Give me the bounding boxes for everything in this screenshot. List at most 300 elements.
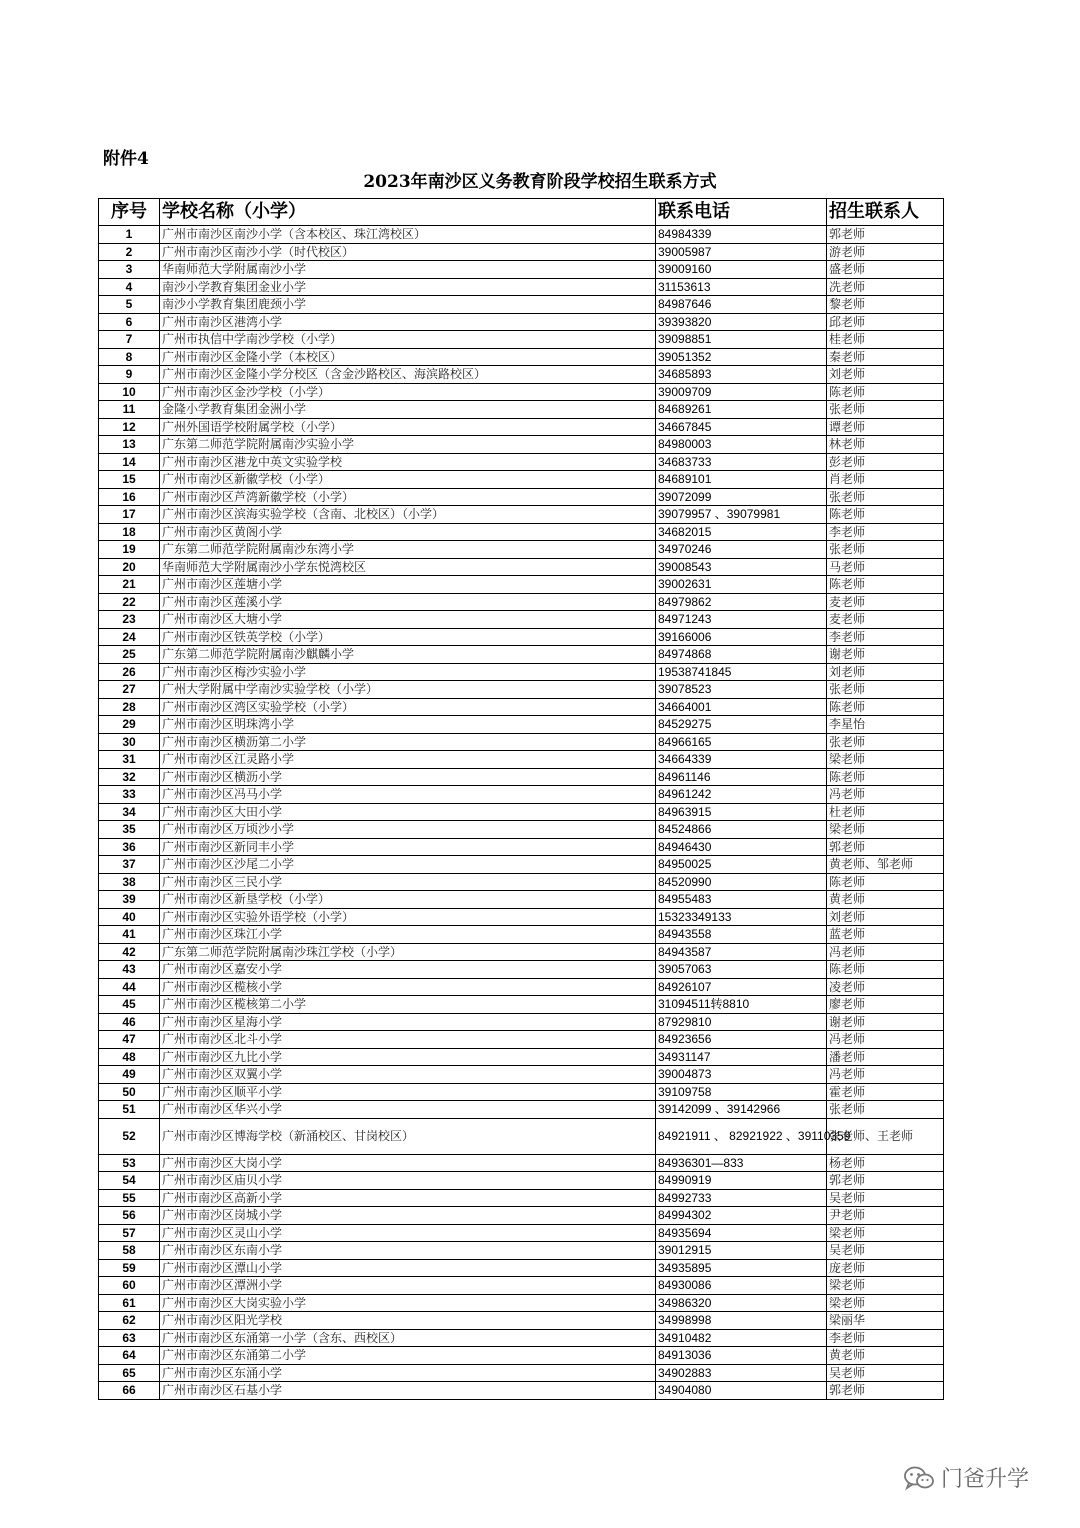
phone-number: 84943587 [656, 943, 827, 961]
phone-number: 84963915 [656, 803, 827, 821]
table-row [99, 453, 944, 471]
school-name: 广州市南沙区顺平小学 [160, 1083, 656, 1101]
watermark-text: 门爸升学 [941, 1467, 1030, 1492]
phone-number: 84992733 [656, 1189, 827, 1207]
row-number: 59 [99, 1259, 160, 1277]
phone-number: 84926107 [656, 978, 827, 996]
table-row [99, 226, 944, 244]
school-name: 广州市南沙区大岗小学 [160, 1154, 656, 1172]
phone-number: 84946430 [656, 838, 827, 856]
table-row [99, 628, 944, 646]
contact-person: 冯老师 [827, 786, 944, 804]
column-header-phone: 联系电话 [656, 199, 827, 226]
phone-number: 39098851 [656, 331, 827, 349]
phone-number: 15323349133 [656, 908, 827, 926]
school-name: 广州市南沙区石基小学 [160, 1382, 656, 1400]
row-number: 1 [99, 226, 160, 244]
school-name: 广州市南沙区横沥第二小学 [160, 733, 656, 751]
column-header-school: 学校名称（小学） [160, 199, 656, 226]
contact-person: 吴老师 [827, 1189, 944, 1207]
school-name: 广州市南沙区东涌小学 [160, 1364, 656, 1382]
school-name: 广州市南沙区潭山小学 [160, 1259, 656, 1277]
table-row [99, 1312, 944, 1330]
row-number: 5 [99, 296, 160, 314]
row-number: 60 [99, 1277, 160, 1295]
contact-person: 陈老师 [827, 576, 944, 594]
phone-number: 39079957 、39079981 [656, 506, 827, 524]
table-row [99, 1189, 944, 1207]
contact-person: 郭老师 [827, 838, 944, 856]
phone-number: 34682015 [656, 523, 827, 541]
table-row [99, 523, 944, 541]
contact-person: 霍老师 [827, 1083, 944, 1101]
phone-number: 34910482 [656, 1329, 827, 1347]
school-name: 广州市南沙区大塘小学 [160, 611, 656, 629]
row-number: 39 [99, 891, 160, 909]
school-name: 广州市南沙区港湾小学 [160, 313, 656, 331]
contact-person: 陈老师 [827, 873, 944, 891]
table-row [99, 471, 944, 489]
table-row [99, 768, 944, 786]
phone-number: 84913036 [656, 1347, 827, 1365]
contact-person: 张老师 [827, 681, 944, 699]
row-number: 23 [99, 611, 160, 629]
contact-person: 刘老师 [827, 908, 944, 926]
school-name: 广州市南沙区榄核第二小学 [160, 996, 656, 1014]
table-row [99, 698, 944, 716]
school-name: 广州市南沙区黄阁小学 [160, 523, 656, 541]
table-row [99, 908, 944, 926]
row-number: 66 [99, 1382, 160, 1400]
phone-number: 34931147 [656, 1048, 827, 1066]
table-row [99, 1382, 944, 1400]
school-name: 广州市南沙区港龙中英文实验学校 [160, 453, 656, 471]
contact-person: 肖老师 [827, 471, 944, 489]
contact-person: 谭老师 [827, 418, 944, 436]
row-number: 20 [99, 558, 160, 576]
table-row [99, 1083, 944, 1101]
school-name: 广州市南沙区东南小学 [160, 1242, 656, 1260]
phone-number: 39142099 、39142966 [656, 1101, 827, 1119]
table-row [99, 418, 944, 436]
table-row [99, 331, 944, 349]
phone-number: 34667845 [656, 418, 827, 436]
contact-person: 梁丽华 [827, 1312, 944, 1330]
phone-number: 34664339 [656, 751, 827, 769]
row-number: 17 [99, 506, 160, 524]
row-number: 45 [99, 996, 160, 1014]
row-number: 26 [99, 663, 160, 681]
contact-person: 陈老师 [827, 698, 944, 716]
phone-number: 84966165 [656, 733, 827, 751]
school-name: 广州市南沙区大岗实验小学 [160, 1294, 656, 1312]
row-number: 63 [99, 1329, 160, 1347]
row-number: 14 [99, 453, 160, 471]
school-name: 广州市南沙区沙尾二小学 [160, 856, 656, 874]
row-number: 47 [99, 1031, 160, 1049]
table-row [99, 838, 944, 856]
contact-person: 吴老师 [827, 1364, 944, 1382]
school-name: 广州市南沙区金隆小学分校区（含金沙路校区、海滨路校区） [160, 366, 656, 384]
phone-number: 84943558 [656, 926, 827, 944]
contact-person: 张老师 [827, 1101, 944, 1119]
contact-person: 郭老师 [827, 1172, 944, 1190]
watermark [903, 1462, 1029, 1493]
school-name: 广东第二师范学院附属南沙东湾小学 [160, 541, 656, 559]
contact-person: 刘老师 [827, 663, 944, 681]
phone-number: 34685893 [656, 366, 827, 384]
school-name: 广州市南沙区高新小学 [160, 1189, 656, 1207]
phone-number: 39072099 [656, 488, 827, 506]
phone-number: 39393820 [656, 313, 827, 331]
school-name: 广州市南沙区三民小学 [160, 873, 656, 891]
row-number: 24 [99, 628, 160, 646]
table-row [99, 1048, 944, 1066]
row-number: 49 [99, 1066, 160, 1084]
table-row [99, 261, 944, 279]
school-name: 广州市南沙区岗城小学 [160, 1207, 656, 1225]
row-number: 4 [99, 278, 160, 296]
phone-number: 39057063 [656, 961, 827, 979]
school-name: 广州市南沙区莲溪小学 [160, 593, 656, 611]
table-row [99, 1172, 944, 1190]
table-row [99, 1259, 944, 1277]
contact-person: 张老师 [827, 541, 944, 559]
phone-number: 34664001 [656, 698, 827, 716]
row-number: 7 [99, 331, 160, 349]
phone-number: 19538741845 [656, 663, 827, 681]
table-row [99, 1154, 944, 1172]
school-name: 广州市南沙区万顷沙小学 [160, 821, 656, 839]
school-name: 广州市南沙区金隆小学（本校区） [160, 348, 656, 366]
contact-person: 游老师 [827, 243, 944, 261]
school-name: 广州市南沙区新同丰小学 [160, 838, 656, 856]
school-name: 广州市南沙区北斗小学 [160, 1031, 656, 1049]
row-number: 56 [99, 1207, 160, 1225]
phone-number: 39012915 [656, 1242, 827, 1260]
phone-number: 84935694 [656, 1224, 827, 1242]
table-row [99, 1242, 944, 1260]
contact-person: 杨老师 [827, 1154, 944, 1172]
page-title: 2023年南沙区义务教育阶段学校招生联系方式 [363, 172, 717, 192]
table-row [99, 313, 944, 331]
school-name: 广州市南沙区实验外语学校（小学） [160, 908, 656, 926]
school-name: 华南师范大学附属南沙小学东悦湾校区 [160, 558, 656, 576]
phone-number: 39002631 [656, 576, 827, 594]
contact-person: 张老师 [827, 401, 944, 419]
school-name: 广州市南沙区大田小学 [160, 803, 656, 821]
row-number: 53 [99, 1154, 160, 1172]
school-name: 广州市南沙区九比小学 [160, 1048, 656, 1066]
phone-number: 84980003 [656, 436, 827, 454]
table-row [99, 1294, 944, 1312]
table-row [99, 663, 944, 681]
contact-person: 陈老师 [827, 383, 944, 401]
phone-number: 39078523 [656, 681, 827, 699]
phone-number: 34998998 [656, 1312, 827, 1330]
row-number: 3 [99, 261, 160, 279]
phone-number: 39008543 [656, 558, 827, 576]
table-row [99, 751, 944, 769]
school-name: 广州市南沙区潭洲小学 [160, 1277, 656, 1295]
phone-number: 84923656 [656, 1031, 827, 1049]
table-row [99, 961, 944, 979]
contact-person: 梁老师 [827, 1277, 944, 1295]
school-name: 广州市南沙区榄核小学 [160, 978, 656, 996]
table-row [99, 593, 944, 611]
contact-person: 陈老师 [827, 506, 944, 524]
contact-person: 麦老师 [827, 593, 944, 611]
contact-person: 梁老师 [827, 1224, 944, 1242]
row-number: 35 [99, 821, 160, 839]
row-number: 32 [99, 768, 160, 786]
phone-number: 31094511转8810 [656, 996, 827, 1014]
table-row [99, 1118, 944, 1154]
row-number: 9 [99, 366, 160, 384]
row-number: 25 [99, 646, 160, 664]
row-number: 10 [99, 383, 160, 401]
phone-number: 84689101 [656, 471, 827, 489]
row-number: 64 [99, 1347, 160, 1365]
contact-person: 麦老师 [827, 611, 944, 629]
school-name: 广州市南沙区星海小学 [160, 1013, 656, 1031]
contact-person: 陈老师 [827, 961, 944, 979]
contact-person: 马老师 [827, 558, 944, 576]
phone-number: 39009709 [656, 383, 827, 401]
table-row [99, 558, 944, 576]
contact-person: 张老师 [827, 488, 944, 506]
row-number: 46 [99, 1013, 160, 1031]
row-number: 61 [99, 1294, 160, 1312]
school-name: 广州市南沙区莲塘小学 [160, 576, 656, 594]
contact-person: 冯老师 [827, 1066, 944, 1084]
row-number: 37 [99, 856, 160, 874]
table-row [99, 1101, 944, 1119]
school-name: 广州大学附属中学南沙实验学校（小学） [160, 681, 656, 699]
contact-person: 潘老师 [827, 1048, 944, 1066]
contact-person: 张老师 [827, 733, 944, 751]
school-name: 华南师范大学附属南沙小学 [160, 261, 656, 279]
phone-number: 84955483 [656, 891, 827, 909]
phone-number: 84930086 [656, 1277, 827, 1295]
school-name: 广州市南沙区明珠湾小学 [160, 716, 656, 734]
column-header-number: 序号 [99, 199, 160, 226]
row-number: 27 [99, 681, 160, 699]
phone-number: 84984339 [656, 226, 827, 244]
phone-number: 84994302 [656, 1207, 827, 1225]
row-number: 16 [99, 488, 160, 506]
phone-number: 84921911 、 82921922 、39110359 [656, 1118, 827, 1154]
row-number: 33 [99, 786, 160, 804]
phone-number: 84974868 [656, 646, 827, 664]
school-name: 广州市南沙区南沙小学（时代校区） [160, 243, 656, 261]
school-name: 广东第二师范学院附属南沙珠江学校（小学） [160, 943, 656, 961]
row-number: 30 [99, 733, 160, 751]
contact-person: 秦老师 [827, 348, 944, 366]
table-row [99, 873, 944, 891]
school-name: 南沙小学教育集团鹿颈小学 [160, 296, 656, 314]
phone-number: 34904080 [656, 1382, 827, 1400]
table-row [99, 506, 944, 524]
row-number: 58 [99, 1242, 160, 1260]
table-row [99, 681, 944, 699]
school-name: 广州市南沙区横沥小学 [160, 768, 656, 786]
contact-person: 冯老师 [827, 1031, 944, 1049]
school-name: 广州市南沙区新徽学校（小学） [160, 471, 656, 489]
row-number: 44 [99, 978, 160, 996]
phone-number: 84961242 [656, 786, 827, 804]
table-row [99, 611, 944, 629]
phone-number: 31153613 [656, 278, 827, 296]
table-row [99, 978, 944, 996]
school-name: 广州市南沙区东涌第二小学 [160, 1347, 656, 1365]
row-number: 21 [99, 576, 160, 594]
school-name: 广州市南沙区庙贝小学 [160, 1172, 656, 1190]
phone-number: 84689261 [656, 401, 827, 419]
contact-person: 郭老师 [827, 226, 944, 244]
table-row [99, 856, 944, 874]
row-number: 41 [99, 926, 160, 944]
school-name: 广东第二师范学院附属南沙麒麟小学 [160, 646, 656, 664]
contact-person: 冯老师 [827, 943, 944, 961]
phone-number: 39004873 [656, 1066, 827, 1084]
row-number: 48 [99, 1048, 160, 1066]
contact-person: 张老师、王老师 [827, 1118, 944, 1154]
table-row [99, 541, 944, 559]
school-name: 广州市南沙区华兴小学 [160, 1101, 656, 1119]
contact-person: 庞老师 [827, 1259, 944, 1277]
contact-person: 黄老师 [827, 1347, 944, 1365]
contact-person: 杜老师 [827, 803, 944, 821]
wechat-icon [903, 1465, 935, 1491]
contact-person: 李老师 [827, 1329, 944, 1347]
school-name: 广州市南沙区湾区实验学校（小学） [160, 698, 656, 716]
school-name: 广州市南沙区东涌第一小学（含东、西校区） [160, 1329, 656, 1347]
column-header-contact: 招生联系人 [827, 199, 944, 226]
table-row [99, 1277, 944, 1295]
table-row [99, 383, 944, 401]
row-number: 40 [99, 908, 160, 926]
contact-person: 谢老师 [827, 646, 944, 664]
contact-person: 廖老师 [827, 996, 944, 1014]
phone-number: 84529275 [656, 716, 827, 734]
table-row [99, 366, 944, 384]
row-number: 28 [99, 698, 160, 716]
row-number: 15 [99, 471, 160, 489]
table-row [99, 348, 944, 366]
table-row [99, 436, 944, 454]
school-name: 广州市南沙区冯马小学 [160, 786, 656, 804]
table-row [99, 243, 944, 261]
contact-person: 冼老师 [827, 278, 944, 296]
row-number: 6 [99, 313, 160, 331]
phone-number: 87929810 [656, 1013, 827, 1031]
school-name: 广州市执信中学南沙学校（小学） [160, 331, 656, 349]
school-name: 广州市南沙区双翼小学 [160, 1066, 656, 1084]
table-row [99, 733, 944, 751]
row-number: 8 [99, 348, 160, 366]
table-row [99, 926, 944, 944]
table-row [99, 1013, 944, 1031]
table-row [99, 576, 944, 594]
row-number: 51 [99, 1101, 160, 1119]
phone-number: 39051352 [656, 348, 827, 366]
phone-number: 34902883 [656, 1364, 827, 1382]
table-row [99, 296, 944, 314]
school-name: 广东第二师范学院附属南沙实验小学 [160, 436, 656, 454]
contact-person: 刘老师 [827, 366, 944, 384]
school-name: 广州市南沙区珠江小学 [160, 926, 656, 944]
row-number: 19 [99, 541, 160, 559]
row-number: 55 [99, 1189, 160, 1207]
row-number: 34 [99, 803, 160, 821]
contact-person: 梁老师 [827, 821, 944, 839]
contact-person: 黄老师 [827, 891, 944, 909]
row-number: 12 [99, 418, 160, 436]
row-number: 62 [99, 1312, 160, 1330]
school-name: 广州市南沙区嘉安小学 [160, 961, 656, 979]
table-row [99, 1347, 944, 1365]
table-row [99, 278, 944, 296]
school-name: 广州市南沙区灵山小学 [160, 1224, 656, 1242]
table-row [99, 891, 944, 909]
row-number: 38 [99, 873, 160, 891]
contact-person: 谢老师 [827, 1013, 944, 1031]
school-name: 广州市南沙区博海学校（新涌校区、甘岗校区） [160, 1118, 656, 1154]
table-row [99, 943, 944, 961]
phone-number: 34683733 [656, 453, 827, 471]
contact-person: 李老师 [827, 523, 944, 541]
school-name: 广州市南沙区新垦学校（小学） [160, 891, 656, 909]
contact-person: 盛老师 [827, 261, 944, 279]
contact-person: 黎老师 [827, 296, 944, 314]
phone-number: 84950025 [656, 856, 827, 874]
contact-person: 彭老师 [827, 453, 944, 471]
contact-person: 黄老师、邹老师 [827, 856, 944, 874]
contact-person: 林老师 [827, 436, 944, 454]
table-row [99, 488, 944, 506]
school-name: 广州市南沙区南沙小学（含本校区、珠江湾校区） [160, 226, 656, 244]
row-number: 42 [99, 943, 160, 961]
phone-number: 84520990 [656, 873, 827, 891]
school-name: 广州市南沙区阳光学校 [160, 1312, 656, 1330]
contact-person: 吴老师 [827, 1242, 944, 1260]
contact-person: 凌老师 [827, 978, 944, 996]
row-number: 29 [99, 716, 160, 734]
row-number: 43 [99, 961, 160, 979]
contact-person: 桂老师 [827, 331, 944, 349]
table-row [99, 821, 944, 839]
phone-number: 39009160 [656, 261, 827, 279]
table-row [99, 1329, 944, 1347]
row-number: 18 [99, 523, 160, 541]
school-name: 广州市南沙区铁英学校（小学） [160, 628, 656, 646]
table-row [99, 1066, 944, 1084]
phone-number: 84936301—833 [656, 1154, 827, 1172]
school-name: 广州市南沙区滨海实验学校（含南、北校区）（小学） [160, 506, 656, 524]
phone-number: 84961146 [656, 768, 827, 786]
row-number: 50 [99, 1083, 160, 1101]
phone-number: 84971243 [656, 611, 827, 629]
phone-number: 39109758 [656, 1083, 827, 1101]
contact-person: 尹老师 [827, 1207, 944, 1225]
table-row [99, 1031, 944, 1049]
school-contact-table [98, 198, 944, 1400]
phone-number: 84979862 [656, 593, 827, 611]
row-number: 13 [99, 436, 160, 454]
row-number: 11 [99, 401, 160, 419]
school-name: 金隆小学教育集团金洲小学 [160, 401, 656, 419]
